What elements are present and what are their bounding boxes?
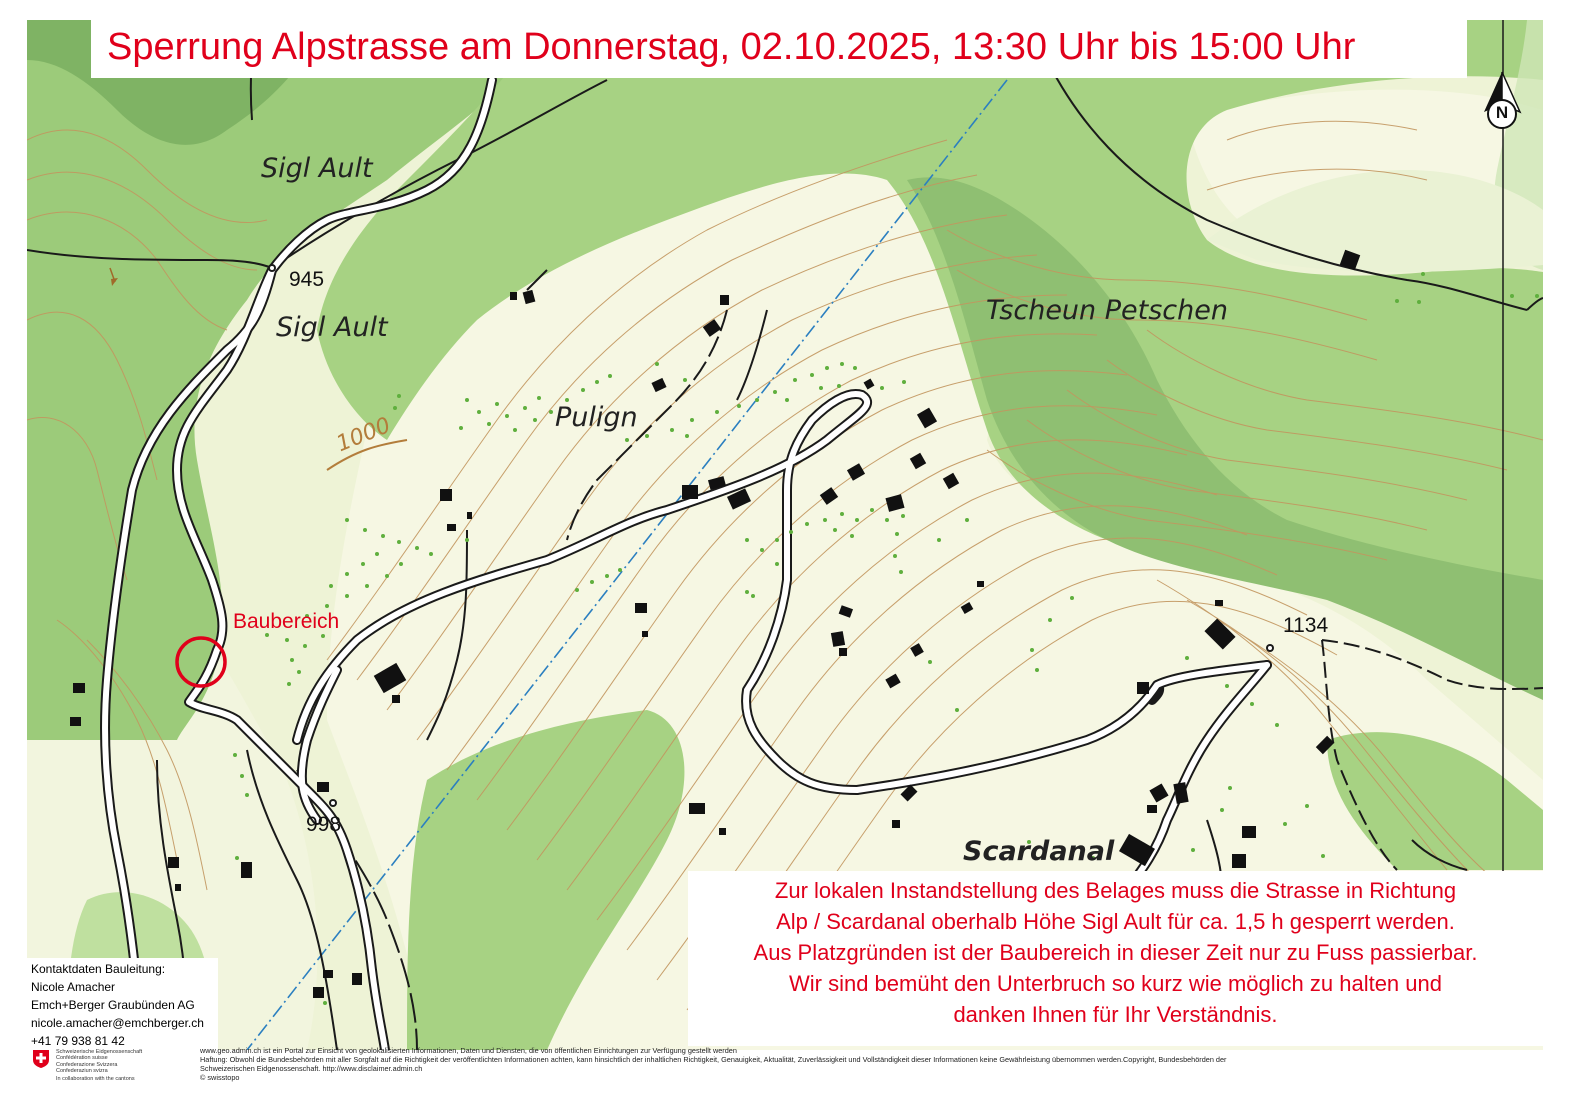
swiss-cross-icon (32, 1049, 50, 1074)
legal-footer (200, 1046, 1520, 1082)
north-arrow-label: N (1495, 103, 1509, 122)
place-label-tscheun-petschen: Tscheun Petschen (986, 295, 1228, 326)
confederation-cantons: In collaboration with the cantons (56, 1076, 135, 1083)
contact-box (27, 958, 218, 1050)
place-label-sigl-ault: Sigl Ault (276, 312, 388, 343)
confederation-line: Confederaziun svizra (56, 1067, 108, 1074)
spot-height-945: 945 (289, 268, 325, 291)
place-label-sigl-ault-top: Sigl Ault (261, 153, 373, 184)
title-box (91, 20, 1467, 78)
contact-name: Nicole Amacher (31, 980, 116, 994)
place-label-scardanal: Scardanal (963, 836, 1115, 867)
confederation-line: Confédération suisse (56, 1055, 108, 1062)
confederation-text (56, 1049, 142, 1082)
legal-line: © swisstopo (200, 1073, 240, 1082)
page-title: Sperrung Alpstrasse am Donnerstag, 02.10.2025, 13:30 Uhr bis 15:00 Uhr (107, 26, 1356, 68)
contact-email[interactable]: nicole.amacher@emchberger.ch (31, 1016, 204, 1030)
notice-line: Zur lokalen Instandstellung des Belages muss die Strasse in Richtung (774, 878, 1457, 903)
confederation-line: Schweizerische Eidgenossenschaft (56, 1049, 143, 1055)
spot-height-998: 998 (306, 813, 342, 836)
notice-line: danken Ihnen für Ihr Verständnis. (953, 1002, 1278, 1027)
legal-line: Haftung: Obwohl die Bundesbehörden mit aller Sorgfalt auf die Richtigkeit der veröffentlichten Informationen achten, kann hinsichtlich der inhaltlichen Richtigkeit, Genauigkeit, Aktualität, Zuverlässigkeit und Vollständigkeit dieser Informationen keine Gewährleistung übernommen werden.Copyright, Bundesbehörden der (200, 1055, 1227, 1064)
contour-label-1000: 1000 (333, 413, 395, 458)
legal-line: www.geo.admin.ch ist ein Portal zur Einsicht von geolokalisierten Informationen, Daten und Diensten, die von öffentlichen Einrichtungen zur Verfügung gestellt werden (200, 1046, 737, 1055)
north-arrow-icon (1480, 70, 1524, 132)
place-label-pulign: Pulign (555, 402, 638, 433)
spot-height-1134: 1134 (1283, 614, 1329, 637)
construction-zone-label: Baubereich (233, 610, 340, 633)
notice-line: Aus Platzgründen ist der Baubereich in dieser Zeit nur zu Fuss passierbar. (753, 940, 1478, 965)
notice-line: Alp / Scardanal oberhalb Höhe Sigl Ault für ca. 1,5 h gesperrt werden. (776, 909, 1455, 934)
notice-box (688, 871, 1543, 1046)
notice-line: Wir sind bemüht den Unterbruch so kurz wie möglich zu halten und (789, 971, 1442, 996)
contact-company: Emch+Berger Graubünden AG (31, 998, 195, 1012)
contact-phone: +41 79 938 81 42 (31, 1034, 125, 1048)
contact-heading: Kontaktdaten Bauleitung: (31, 962, 166, 976)
confederation-line: Confederazione Svizzera (56, 1061, 118, 1068)
legal-line: Schweizerischen Eidgenossenschaft. http://www.disclaimer.admin.ch (200, 1064, 423, 1073)
